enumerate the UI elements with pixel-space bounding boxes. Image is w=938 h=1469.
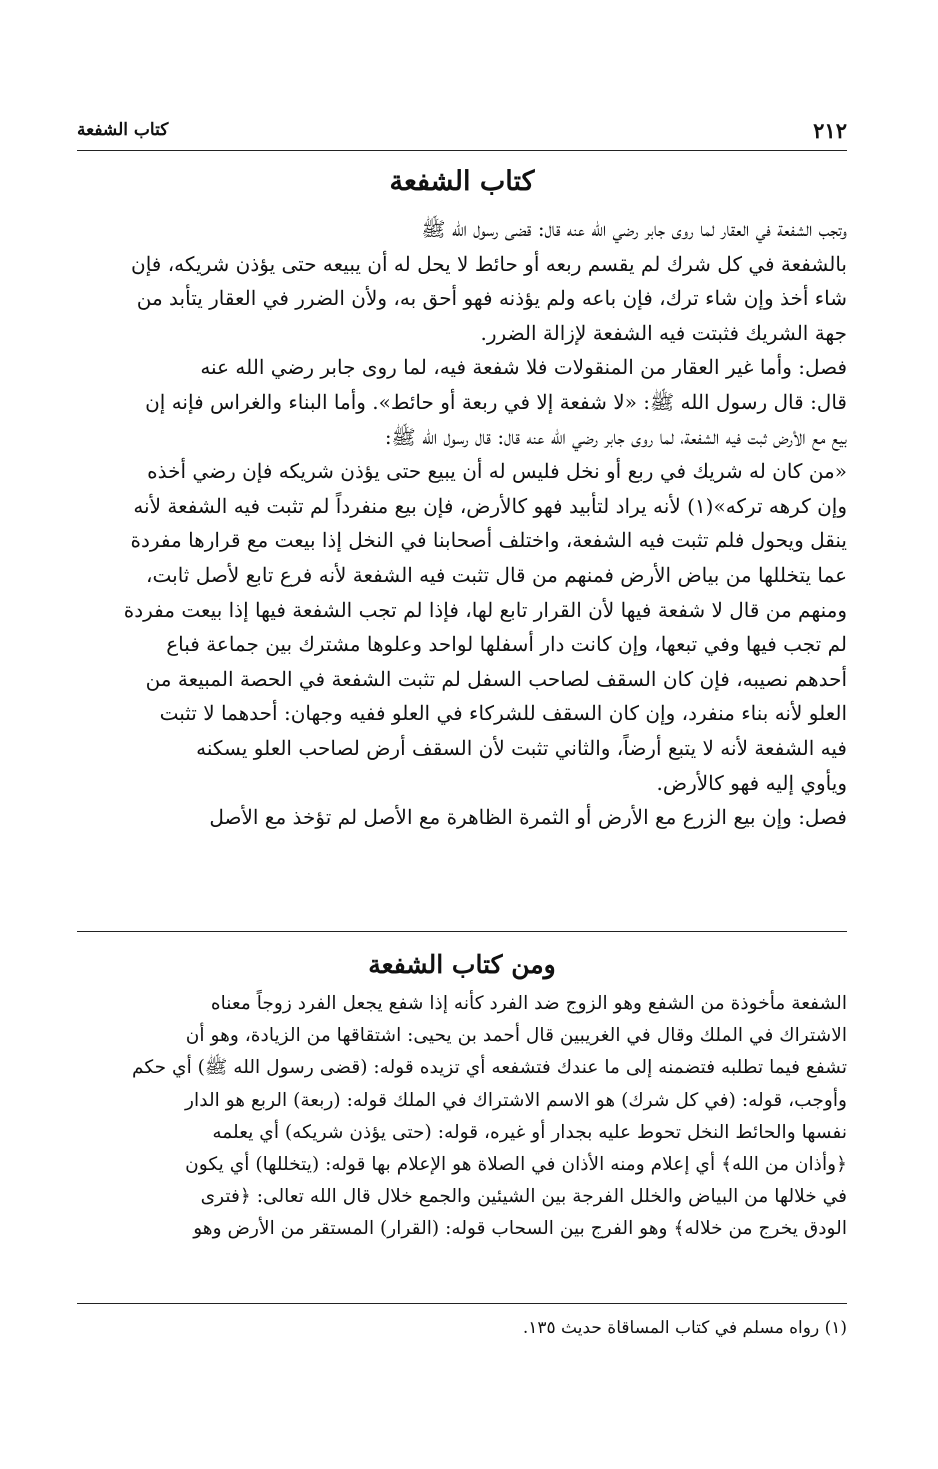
commentary-line: وأوجب، قوله: (في كل شرك) هو الاسم الاشتراك في الملك قوله: (ربعة) الربع هو الدار [185,1089,847,1111]
text-line: العلو لأنه بناء منفرد، وإن كان السقف للشركاء في العلو ففيه وجهان: أحدهما لا تثبت [159,701,847,726]
commentary-title: ومن كتاب الشفعة [368,950,556,979]
text-line: ينقل ويحول فلم تثبت فيه الشفعة، واختلف أصحابنا في النخل إذا بيعت مع قرارها مفردة [130,528,847,553]
text-line: ومنهم من قال لا شفعة فيها لأن القرار تابع لها، فإذا لم تجب الشفعة فيها إذا بيعت مفردة [123,597,847,622]
commentary-line: تشفع فيما تطلبه فتضمنه إلى ما عندك فتشفعه أي تزيده قوله: (قضى رسول الله ﷺ) أي حكم [131,1057,847,1079]
running-title: كتاب الشفعة [77,120,169,140]
text-line: جهة الشريك فثبتت فيه الشفعة لإزالة الضرر. [480,320,847,345]
footnote-rule [77,1303,847,1304]
text-line: فصل: وإن بيع الزرع مع الأرض أو الثمرة الظاهرة مع الأصل لم تؤخذ مع الأصل [209,805,847,830]
commentary-line: ﴿وأذان من الله﴾ أي إعلام ومنه الأذان في الصلاة هو الإعلام بها قوله: (يتخللها) أي يكون [185,1154,847,1176]
text-line: فيه الشفعة لأنه لا يتبع أرضاً، والثاني تثبت لأن السقف أرض لصاحب العلو يسكنه [196,735,847,760]
main-text [77,212,847,835]
text-line: لم تجب فيها وفي تبعها، وإن كانت دار أسفلها لواحد وعلوها مشترك بين جماعة فباع [166,632,847,657]
text-line: «من كان له شريك في ربع أو نخل فليس له أن يبيع حتى يؤذن شريكه فإن رضي أخذه [147,459,847,484]
commentary-line: الودق يخرج من خلاله﴾ وهو الفرج بين السحاب قوله: (القرار) المستقر من الأرض وهو [193,1218,847,1240]
commentary-line: الشفعة مأخوذة من الشفع وهو الزوج ضد الفرد كأنه إذا شفع يجعل الفرد زوجاً معناه [210,993,847,1014]
text-line: بيع مع الأرض ثبت فيه الشفعة، لما روى جابر رضي الله عنه قال: قال رسول الله ﷺ: [384,424,847,449]
text-line: أحدهم نصيبه، فإن كان السقف لصاحب السفل لم تثبت الشفعة في الحصة المبيعة من [145,666,847,691]
text-line: بالشفعة في كل شرك لم يقسم ربعه أو حائط لا يحل له أن يبيعه حتى يؤذن شريكه، فإن [131,251,847,276]
footnote: (١) رواه مسلم في كتاب المساقاة حديث ١٣٥. [522,1318,847,1338]
text-line: وإن كرهه تركه»(١) لأنه يراد لتأبيد فهو كالأرض، فإن بيع منفرداً لم تثبت فيه الشفعة لأنه [133,493,847,518]
text-line: قال: قال رسول الله ﷺ: «لا شفعة إلا في ربعة أو حائط». وأما البناء والغراس فإنه إن [145,389,847,414]
commentary-line: في خلالها من البياض والخلل الفرجة بين الشيئين والجمع خلال قال الله تعالى: ﴿فترى [200,1186,847,1208]
page-number: ٢١٢ [813,118,847,143]
page-header [77,118,847,148]
text-line: فصل: وأما غير العقار من المنقولات فلا شفعة فيه، لما روى جابر رضي الله عنه [200,355,847,380]
commentary-text [77,988,847,1246]
text-line: وتجب الشفعة في العقار لما روى جابر رضي الله عنه قال: قضى رسول الله ﷺ [421,217,847,241]
section-divider [77,931,847,932]
commentary-line: نفسها والحائط النخل تحوط عليه بجدار أو غيره، قوله: (حتى يؤذن شريكه) أي يعلمه [212,1121,847,1143]
text-line: عما يتخللها من بياض الأرض فمنهم من قال تثبت فيه الشفعة لأنه فرع تابع لأصل ثابت، [146,562,847,587]
text-line: شاء أخذ وإن شاء ترك، فإن باعه ولم يؤذنه فهو أحق به، ولأن الضرر في العقار يتأبد من [136,286,847,311]
chapter-title: كتاب الشفعة [389,166,535,197]
commentary-line: الاشتراك في الملك وقال في الغريبين قال أحمد بن يحيى: اشتقاقها من الزيادة، وهو أن [185,1025,847,1047]
text-line: ويأوي إليه فهو كالأرض. [656,770,847,795]
header-rule [77,150,847,151]
